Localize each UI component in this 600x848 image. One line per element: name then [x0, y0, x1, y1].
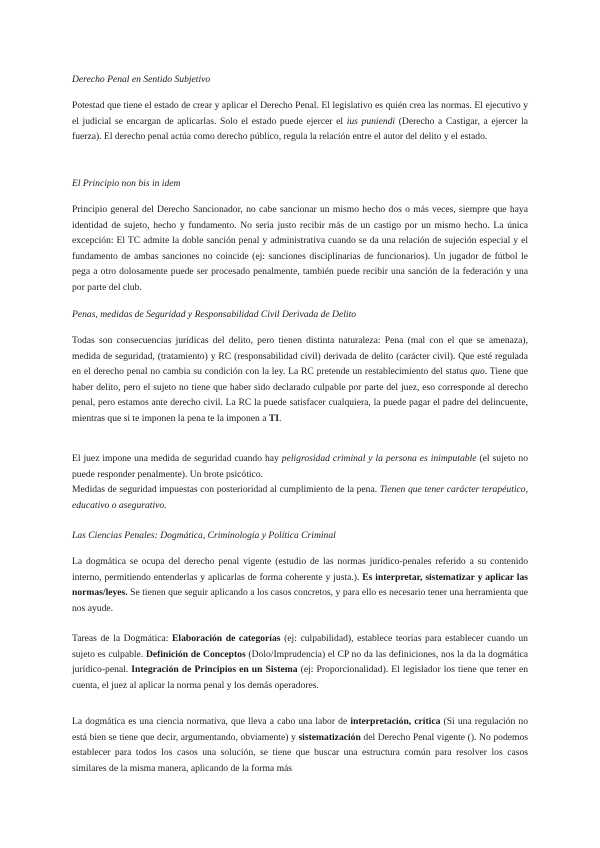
- bold-text: Integración de Principios en un Sistema: [131, 664, 298, 676]
- text-run: (ej: culpabilidad), establece teorías para establecer cuando un sujeto es culpable.: [72, 633, 528, 660]
- text-run: La dogmática se ocupa del derecho penal vigente (estudio de las normas jurídico-penales referido a su contenido interno, permitiendo entenderlas y aplicarlas de forma coherente y justa.).: [72, 556, 528, 583]
- text-run: Principio general del Derecho Sancionador, no cabe sancionar un mismo hecho dos o más veces, siempre que haya identidad de sujeto, hecho y fundamento. No sería justo recibir más de un castigo por un mismo hecho. La única excepción: El TC admite la doble sanción penal y administrativa cuando se da una relación de sujeción especial y el fundamento de ambas sanciones no coincide (ej: sanciones disciplinarias de funcionarios). Un jugador de fútbol le pega a otro dolosamente puede ser procesado penalmente, también puede recibir una sanción de la federación y una por parte del club.: [72, 204, 528, 293]
- paragraph: [72, 631, 528, 693]
- text-run: . Tiene que haber delito, pero el sujeto no tiene que haber sido declarado culpable por parte del juez, eso corresponde al derecho penal, pero estamos ante derecho civil. La RC la puede satisfacer cualquiera, la puede pagar el padre del delincuente, mientras que si te imponen la pena te la imponen a: [72, 366, 528, 424]
- paragraph: [72, 98, 528, 145]
- text-run: (Dolo/Imprudencia) el CP no da las definiciones, nos la da la dogmática jurídico-penal.: [72, 648, 529, 676]
- paragraph: [72, 202, 528, 296]
- text-run: El juez impone una medida de seguridad cuando hay: [72, 453, 282, 464]
- bold-text: interpretación, crítica: [350, 716, 441, 727]
- text-run: Potestad que tiene el estado de crear y aplicar el Derecho Penal. El legislativo es quién crea las normas. El ejecutivo y el judicial se encargan de aplicarlas. Solo el estado puede ejercer el: [72, 100, 528, 127]
- text-run: Medidas de seguridad impuestas con posterioridad al cumplimiento de la pena.: [72, 484, 380, 496]
- section-heading: Las Ciencias Penales: Dogmática, Criminología y Política Criminal: [72, 530, 336, 541]
- paragraph: [72, 451, 528, 513]
- paragraph: [72, 714, 528, 776]
- emphasis-text: Tienen que tener carácter terapéutico, educativo o asegurativo.: [72, 484, 528, 511]
- emphasis-text: quo: [470, 366, 485, 378]
- bold-text: Es interpretar, sistematizar y aplicar las normas/leyes.: [72, 571, 528, 599]
- section-heading: Penas, medidas de Seguridad y Responsabilidad Civil Derivada de Delito: [72, 309, 357, 320]
- emphasis-text: ius puniendi: [346, 115, 396, 127]
- text-run: Tareas de la Dogmática:: [72, 633, 173, 644]
- bold-text: Definición de Conceptos: [145, 648, 246, 660]
- text-run: Se tienen que seguir aplicando a los casos concretos, y para ello es necesario tener una herramienta que nos ayude.: [72, 587, 528, 614]
- bold-text: Elaboración de categorías: [172, 633, 281, 644]
- text-run: del Derecho Penal vigente (). No podemos establecer para todos los casos una solución, se tiene que buscar una estructura común para resolver los casos similares de la misma manera, aplicando de la forma más: [72, 731, 528, 774]
- text-run: (Si una regulación no está bien se tiene que decir, argumentando, obviamente) y: [72, 716, 528, 743]
- bold-text: sistematización: [298, 731, 361, 743]
- paragraph: [72, 554, 528, 616]
- paragraph: [72, 333, 528, 427]
- emphasis-text: peligrosidad criminal y la persona es inimputable: [281, 453, 477, 464]
- section-heading: El Principio non bis in idem: [72, 178, 181, 189]
- text-run: La dogmática es una ciencia normativa, que lleva a cabo una labor de: [72, 716, 351, 727]
- bold-text: TI: [268, 412, 280, 424]
- text-run: (Derecho a Castigar, a ejercer la fuerza). El derecho penal actúa como derecho público, regula la relación entre el autor del delito y el estado.: [72, 115, 528, 143]
- text-run: (el sujeto no puede responder penalmente). Un brote psicótico.: [72, 453, 528, 480]
- section-heading: Derecho Penal en Sentido Subjetivo: [72, 74, 211, 85]
- text-run: Todas son consecuencias jurídicas del delito, pero tienen distinta naturaleza: Pena (mal con el que se amenaza), medida de seguridad, (tratamiento) y RC (responsabilidad civil) derivada de delito (carácter civil). Que esté regulada en el derecho penal no cambia su condición con la ley. La RC pretende un restablecimiento del status: [72, 335, 528, 378]
- text-run: (ej: Proporcionalidad). El legislador los tiene que tener en cuenta, el juez al aplicar la norma penal y los demás operadores.: [72, 664, 528, 691]
- text-run: .: [279, 412, 282, 424]
